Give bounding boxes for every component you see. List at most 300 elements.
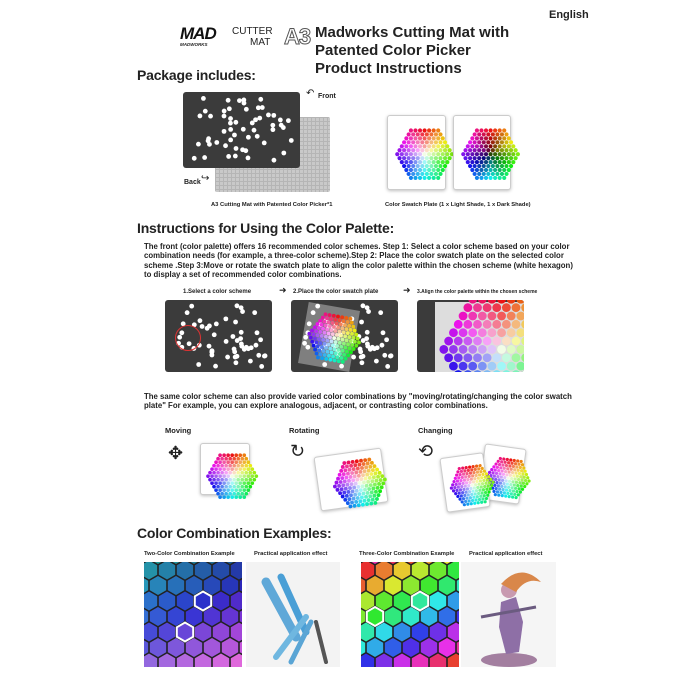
swatch-cell (228, 478, 232, 482)
swatch-cell (248, 471, 252, 475)
swatch-cell (515, 480, 519, 484)
swatch-cell (485, 472, 489, 476)
swatch-cell (347, 335, 351, 339)
rotating-plate (314, 448, 389, 512)
swatch-cell (506, 482, 510, 486)
swatch-cell (473, 353, 482, 362)
swatch-cell (321, 338, 325, 342)
hex-cell (361, 638, 365, 657)
swatch-cell (354, 470, 358, 474)
swatch-cell (449, 362, 458, 371)
swatch-cell (420, 156, 424, 160)
swatch-cell (473, 164, 477, 168)
swatch-cell (454, 337, 463, 346)
swatch-cell (238, 488, 242, 492)
swatch-cell (454, 353, 463, 362)
swatch-cell (507, 495, 511, 499)
swatch-cell (475, 489, 479, 493)
swatch-cell (246, 467, 250, 471)
swatch-cell (476, 501, 480, 505)
swatch-cell (463, 478, 467, 482)
swatch-cell (328, 357, 332, 361)
swatch-cell (422, 128, 426, 132)
swatch-cell (332, 314, 336, 318)
swatch-cell (422, 176, 426, 180)
swatch-cell (479, 136, 483, 140)
swatch-cell (344, 475, 348, 479)
swatch-cell (507, 144, 511, 148)
swatch-cell (491, 172, 495, 176)
swatch-cell (470, 152, 474, 156)
swatch-cell (436, 160, 440, 164)
swatch-cell (514, 148, 518, 152)
swatch-cell (317, 337, 321, 341)
swatch-cell (413, 176, 417, 180)
swatch-cell (488, 300, 497, 304)
page-title (315, 24, 509, 78)
swatch-cell (504, 479, 508, 483)
swatch-cell (349, 482, 353, 486)
swatch-cell (504, 470, 508, 474)
swatch-cell (525, 473, 529, 477)
swatch-cell (513, 493, 517, 497)
hex-cell (177, 654, 193, 668)
swatch-cell (346, 501, 350, 505)
swatch-cell (361, 473, 365, 477)
swatch-cell (418, 144, 422, 148)
swatch-cell (522, 475, 526, 479)
swatch-cell (220, 464, 224, 468)
logo-line1: CUTTER (232, 26, 273, 37)
swatch-cell (476, 470, 480, 474)
swatch-cell (355, 489, 359, 493)
swatch-cell (418, 152, 422, 156)
swatch-cell (508, 489, 512, 493)
hex-cell (231, 562, 242, 580)
hex-cell (421, 607, 437, 626)
hex-cell (385, 576, 401, 595)
swatch-cell (357, 474, 361, 478)
swatch-cell (487, 475, 491, 479)
swatch-cell (432, 160, 436, 164)
swatch-cell (250, 467, 254, 471)
swatch-cell (516, 459, 520, 463)
swatch-cell (371, 497, 375, 501)
swatch-cell (222, 488, 226, 492)
swatch-cell (499, 491, 503, 495)
hex-cell (186, 576, 202, 595)
swatch-cell (512, 459, 516, 463)
swatch-cell (342, 490, 346, 494)
swatch-cell (484, 491, 488, 495)
hex-cell (168, 607, 184, 626)
swatch-cell (487, 490, 491, 494)
swatch-cell (363, 476, 367, 480)
swatch-cell (500, 140, 504, 144)
swatch-cell (502, 136, 506, 140)
swatch-cell (461, 152, 465, 156)
swatch-cell (456, 479, 460, 483)
swatch-cell (321, 327, 325, 331)
swatch-cell (500, 172, 504, 176)
swatch-cell (413, 168, 417, 172)
swatch-cell (342, 330, 346, 334)
hex-cell (448, 623, 459, 642)
hex-cell (412, 562, 428, 580)
swatch-cell (364, 484, 368, 488)
swatch-cell (509, 473, 513, 477)
swatch-cell (465, 472, 469, 476)
swatch-cell (212, 485, 216, 489)
hex-cell (204, 576, 220, 595)
step-1-label: 1.Select a color scheme (183, 289, 252, 295)
swatch-cell (445, 144, 449, 148)
swatch-cell (220, 485, 224, 489)
swatch-cell (341, 360, 345, 364)
swatch-cell (397, 156, 401, 160)
swatch-cell (234, 460, 238, 464)
swatch-cell (402, 140, 406, 144)
swatch-cell (500, 156, 504, 160)
swatch-cell (332, 336, 336, 340)
hex-cell (144, 576, 148, 595)
swatch-cell (346, 331, 350, 335)
swatch-cell (438, 156, 442, 160)
swatch-cell (318, 330, 322, 334)
swatch-cell (444, 337, 453, 346)
swatch-cell (240, 457, 244, 461)
swatch-cell (516, 493, 520, 497)
swatch-cell (234, 495, 238, 499)
swatch-cell (322, 330, 326, 334)
language-selector[interactable]: English (549, 9, 589, 21)
swatch-cell (311, 332, 315, 336)
swatch-cell (228, 457, 232, 461)
swatch-cell (507, 461, 511, 465)
swatch-cell (418, 160, 422, 164)
swatch-cell (325, 327, 329, 331)
swatch-cell (509, 156, 513, 160)
swatch-cell (254, 474, 258, 478)
swatch-cell (232, 471, 236, 475)
swatch-cell (504, 164, 508, 168)
swatch-cell (420, 164, 424, 168)
swatch-cell (439, 345, 448, 354)
swatch-cell (441, 168, 445, 172)
swatch-cell (206, 474, 210, 478)
swatch-cell (366, 461, 370, 465)
swatch-cell (477, 482, 481, 486)
swatch-plate-dark (453, 115, 511, 190)
swatch-cell (216, 457, 220, 461)
swatch-cell (512, 303, 521, 312)
swatch-cell (324, 334, 328, 338)
swatch-cell (495, 140, 499, 144)
swatch-cell (334, 480, 338, 484)
swatch-cell (337, 318, 341, 322)
swatch-cell (359, 477, 363, 481)
swatch-cell (460, 500, 464, 504)
swatch-cell (232, 457, 236, 461)
swatch-cell (335, 488, 339, 492)
swatch-cell (358, 481, 362, 485)
swatch-cell (214, 460, 218, 464)
swatch-cell (436, 144, 440, 148)
swatch-cell (518, 481, 522, 485)
swatch-cell (470, 483, 474, 487)
swatch-cell (234, 488, 238, 492)
swatch-cell (486, 140, 490, 144)
swatch-cell (498, 160, 502, 164)
swatch-cell (499, 457, 503, 461)
swatch-cell (240, 492, 244, 496)
swatch-cell (473, 172, 477, 176)
swatch-cell (420, 132, 424, 136)
swatch-cell (473, 501, 477, 505)
hex-cell (195, 623, 211, 642)
swatch-cell (466, 502, 470, 506)
swatch-cell (473, 303, 482, 312)
swatch-cell (509, 458, 513, 462)
swatch-cell (220, 471, 224, 475)
swatch-cell (476, 476, 480, 480)
swatch-cell (346, 471, 350, 475)
swatch-cell (236, 485, 240, 489)
swatch-cell (342, 352, 346, 356)
swatch-cell (351, 496, 355, 500)
swatch-cell (360, 484, 364, 488)
swatch-cell (349, 464, 353, 468)
hex-cell (144, 623, 157, 642)
swatch-cell (432, 136, 436, 140)
swatch-cell (350, 332, 354, 336)
hex-cell (231, 623, 242, 642)
swatch-cell (357, 503, 361, 507)
swatch-cell (466, 160, 470, 164)
swatch-cell (497, 478, 501, 482)
swatch-cell (370, 479, 374, 483)
swatch-cell (325, 350, 329, 354)
swatch-cell (240, 478, 244, 482)
swatch-cell (509, 467, 513, 471)
swatch-cell (481, 473, 485, 477)
swatch-cell (516, 312, 524, 321)
swatch-cell (422, 136, 426, 140)
swatch-cell (498, 136, 502, 140)
swatch-cell (356, 485, 360, 489)
swatch-cell (226, 495, 230, 499)
swatch-cell (504, 132, 508, 136)
swatch-cell (498, 128, 502, 132)
hex-cell (412, 623, 428, 642)
step-3-image (417, 300, 524, 372)
hex-cell (195, 592, 211, 611)
swatch-cell (327, 342, 331, 346)
hex-cell (412, 592, 428, 611)
swatch-cell (475, 136, 479, 140)
swatch-cell (486, 148, 490, 152)
swatch-cell (328, 335, 332, 339)
swatch-cell (473, 370, 482, 372)
swatch-cell (477, 492, 481, 496)
swatch-cell (329, 339, 333, 343)
swatch-cell (480, 491, 484, 495)
swatch-cell (365, 502, 369, 506)
swatch-cell (242, 467, 246, 471)
hex-cell (204, 638, 220, 657)
swatch-cell (407, 132, 411, 136)
swatch-cell (502, 160, 506, 164)
swatch-cell (484, 168, 488, 172)
swatch-cell (220, 492, 224, 496)
swatch-cell (351, 347, 355, 351)
hex-cell (394, 623, 410, 642)
swatch-cell (352, 328, 356, 332)
swatch-cell (516, 152, 520, 156)
swatch-cell (448, 156, 452, 160)
swatch-cell (325, 338, 329, 342)
swatch-cell (332, 358, 336, 362)
swatch-cell (376, 475, 380, 479)
swatch-cell (344, 338, 348, 342)
swatch-cell (224, 492, 228, 496)
swatch-cell (473, 486, 477, 490)
swatch-cell (459, 328, 468, 337)
swatch-cell (309, 335, 313, 339)
hex-cell (159, 592, 175, 611)
swatch-cell (502, 168, 506, 172)
swatch-cell (468, 362, 477, 371)
hex-cell (213, 592, 229, 611)
swatch-cell (363, 458, 367, 462)
swatch-cell (232, 492, 236, 496)
swatch-cell (236, 457, 240, 461)
swatch-cell (338, 352, 342, 356)
swatch-cell (506, 492, 510, 496)
swatch-cell (238, 481, 242, 485)
swatch-cell (450, 486, 454, 490)
swatch-cell (236, 492, 240, 496)
swatch-cell (493, 168, 497, 172)
swatch-cell (469, 496, 473, 500)
swatch-cell (352, 467, 356, 471)
swatch-cell (367, 457, 371, 461)
swatch-cell (383, 477, 387, 481)
swatch-cell (416, 156, 420, 160)
swatch-cell (507, 300, 516, 304)
swatch-cell (359, 488, 363, 492)
swatch-cell (336, 325, 340, 329)
swatch-cell (372, 475, 376, 479)
swatch-cell (400, 144, 404, 148)
swatch-cell (358, 470, 362, 474)
swatch-cell (407, 140, 411, 144)
swatch-cell (320, 345, 324, 349)
swatch-cell (226, 488, 230, 492)
swatch-cell (318, 319, 322, 323)
title-line: Madworks Cutting Mat with (315, 24, 510, 41)
swatch-cell (461, 491, 465, 495)
swatch-cell (483, 353, 492, 362)
swatch-cell (376, 493, 380, 497)
swatch-cell (479, 494, 483, 498)
swatch-cell (212, 464, 216, 468)
swatch-cell (343, 356, 347, 360)
swatch-cell (244, 457, 248, 461)
swatch-cell (466, 493, 470, 497)
swatch-cell (352, 485, 356, 489)
swatch-cell (353, 463, 357, 467)
swatch-cell (334, 351, 338, 355)
swatch-cell (472, 495, 476, 499)
swatch-cell (492, 303, 501, 312)
swatch-cell (463, 469, 467, 473)
swatch-cell (470, 468, 474, 472)
swatch-cell (506, 476, 510, 480)
swatch-cell (348, 317, 352, 321)
swatch-cell (463, 156, 467, 160)
swatch-cell (483, 303, 492, 312)
swatch-cell (507, 486, 511, 490)
swatch-cell (462, 497, 466, 501)
swatch-cell (411, 132, 415, 136)
swatch-cell (333, 318, 337, 322)
swatch-cell (380, 474, 384, 478)
swatch-cell (226, 460, 230, 464)
swatch-cell (506, 458, 510, 462)
swatch-cell (350, 343, 354, 347)
madworks-logo (180, 26, 222, 50)
swatch-cell (354, 500, 358, 504)
swatch-cell (230, 453, 234, 457)
swatch-cell (337, 473, 341, 477)
swatch-cell (364, 495, 368, 499)
hex-cell (177, 562, 193, 580)
swatch-cell (404, 168, 408, 172)
swatch-cell (486, 132, 490, 136)
swatch-cell (448, 148, 452, 152)
example-label: Three-Color Combination Example (359, 551, 455, 557)
swatch-cell (350, 460, 354, 464)
swatch-cell (402, 164, 406, 168)
swatch-cell (498, 152, 502, 156)
hex-cell (376, 623, 392, 642)
swatch-cell (512, 465, 516, 469)
swatch-cell (498, 176, 502, 180)
swatch-cell (441, 152, 445, 156)
swatch-cell (504, 156, 508, 160)
swatch-cell (491, 156, 495, 160)
swatch-cell (513, 483, 517, 487)
swatch-cell (469, 471, 473, 475)
swatch-cell (502, 353, 511, 362)
swatch-cell (482, 148, 486, 152)
swatch-cell (502, 457, 506, 461)
swatch-cell (409, 128, 413, 132)
color-hex-palette (393, 126, 456, 182)
swatch-cell (349, 350, 353, 354)
swatch-cell (516, 345, 524, 354)
swatch-cell (517, 478, 521, 482)
swatch-cell (242, 495, 246, 499)
swatch-cell (483, 500, 487, 504)
swatch-cell (418, 168, 422, 172)
swatch-cell (493, 160, 497, 164)
swatch-cell (436, 136, 440, 140)
swatch-cell (349, 493, 353, 497)
swatch-cell (324, 357, 328, 361)
hex-cell (144, 592, 157, 611)
